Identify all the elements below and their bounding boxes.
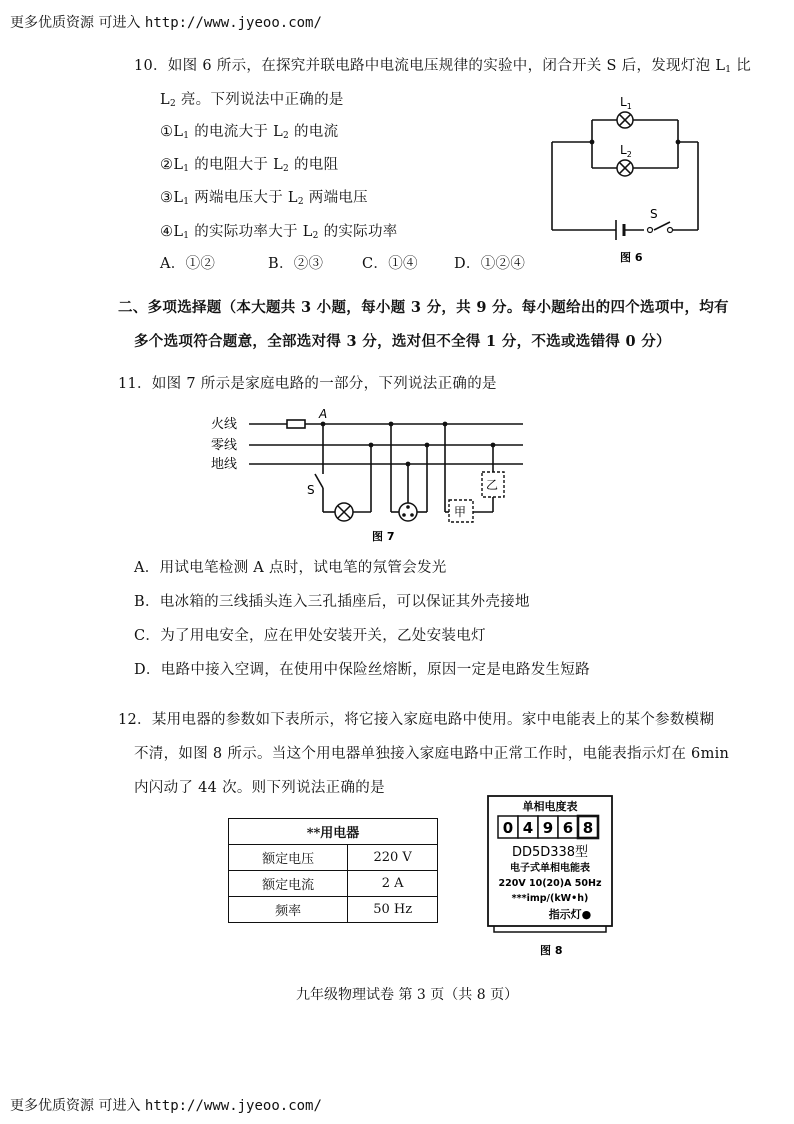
q10-statement-2: $②L_1$ 的电阻大于 $L_2$ 的电阻 (160, 157, 339, 174)
fig6-label-s: S (650, 207, 658, 221)
lamp-l2-icon (617, 160, 633, 176)
figure-6-circuit (540, 86, 710, 276)
spec-value: 2 A (348, 871, 438, 897)
bottom-banner-text: 更多优质资源 可进入 (10, 1098, 145, 1114)
q10-line2: $L_2$ 亮。下列说法中正确的是 (160, 92, 344, 109)
header-banner (10, 12, 322, 32)
q10-statement-4: $④L_1$ 的实际功率大于 $L_2$ 的实际功率 (160, 224, 398, 241)
table-row (229, 845, 438, 871)
section2-heading-line2: 多个选项符合题意，全部选对得 3 分，选对但不全得 1 分，不选或选错得 0 分） (134, 333, 671, 350)
fig6-label-l1: $L_1$ (620, 95, 632, 111)
figure-8-energy-meter (484, 794, 620, 960)
q10-option-b[interactable]: B．②③ (268, 256, 324, 272)
q11-option-a[interactable]: A．用试电笔检测 A 点时，试电笔的氖管会发光 (134, 560, 447, 576)
header-text: 更多优质资源 可进入 (10, 15, 145, 31)
q10-line1: 10．如图 6 所示，在探究并联电路中电流电压规律的实验中，闭合开关 S 后，发现灯泡 $L_1$ 比 (134, 58, 752, 75)
meter-rating: 220V 10(20)A 50Hz (498, 878, 602, 889)
fig6-caption: 图 6 (620, 251, 643, 264)
q11-option-d[interactable]: D．电路中接入空调，在使用中保险丝熔断，原因一定是电路发生短路 (134, 662, 590, 678)
q11-option-b[interactable]: B．电冰箱的三线插头连入三孔插座后，可以保证其外壳接地 (134, 594, 530, 610)
label-jia: 甲 (454, 505, 467, 519)
q12-line3: 内闪动了 44 次。则下列说法正确的是 (134, 780, 385, 796)
label-ground-wire: 地线 (211, 457, 238, 472)
meter-model: DD5D338型 (511, 845, 589, 860)
table-row (229, 897, 438, 923)
lamp-icon (335, 503, 353, 521)
label-neutral-wire: 零线 (211, 438, 238, 453)
battery-icon (616, 220, 624, 240)
meter-digit: 9 (542, 819, 554, 837)
spec-label: 频率 (229, 897, 348, 923)
fig6-label-l2: $L_2$ (620, 143, 632, 159)
fuse-icon (287, 420, 305, 428)
meter-digit: 4 (522, 819, 534, 837)
appliance-spec-table (228, 818, 438, 923)
label-live-wire: 火线 (211, 417, 238, 432)
figure-7-household-circuit (205, 402, 525, 548)
fig7-label-s: S (307, 483, 315, 497)
q10-statement-3: $③L_1$ 两端电压大于 $L_2$ 两端电压 (160, 190, 368, 207)
spec-table-title: **用电器 (229, 819, 438, 845)
meter-base (494, 926, 606, 932)
meter-indicator: 指示灯● (548, 908, 592, 921)
bottom-banner (10, 1095, 322, 1115)
q11-stem: 11．如图 7 所示是家庭电路的一部分，下列说法正确的是 (118, 376, 497, 392)
switch-s-icon (648, 228, 673, 233)
fig7-caption: 图 7 (372, 530, 395, 543)
spec-label: 额定电流 (229, 871, 348, 897)
meter-kind: 电子式单相电能表 (510, 863, 590, 874)
q10-option-a[interactable]: A．①② (160, 256, 216, 272)
q10-statement-1: $①L_1$ 的电流大于 $L_2$ 的电流 (160, 124, 339, 141)
meter-digit: 0 (502, 819, 514, 837)
meter-title: 单相电度表 (522, 800, 578, 813)
q11-option-c[interactable]: C．为了用电安全，应在甲处安装开关，乙处安装电灯 (134, 628, 486, 644)
spec-value: 220 V (348, 845, 438, 871)
meter-digit-decimal: 8 (582, 819, 594, 837)
q12-line1: 12．某用电器的参数如下表所示，将它接入家庭电路中使用。家中电能表上的某个参数模糊 (118, 712, 715, 728)
page-footer: 九年级物理试卷 第 3 页（共 8 页） (296, 987, 519, 1003)
table-row (229, 871, 438, 897)
fig8-caption: 图 8 (540, 944, 563, 957)
switch-blade (315, 474, 323, 488)
spec-value: 50 Hz (348, 897, 438, 923)
section2-heading-line1: 二、多项选择题（本大题共 3 小题，每小题 3 分，共 9 分。每小题给出的四个选项中，均有 (118, 299, 729, 316)
header-link[interactable]: http://www.jyeoo.com/ (144, 15, 322, 31)
q12-line2: 不清，如图 8 所示。当这个用电器单独接入家庭电路中正常工作时，电能表指示灯在 6min (134, 746, 730, 762)
three-hole-socket-icon (399, 503, 417, 521)
q10-option-d[interactable]: D．①②④ (454, 256, 526, 272)
q10-option-c[interactable]: C．①④ (362, 256, 418, 272)
meter-digit: 6 (562, 819, 574, 837)
label-point-a: A (319, 407, 328, 421)
spec-label: 额定电压 (229, 845, 348, 871)
bottom-banner-link[interactable]: http://www.jyeoo.com/ (144, 1098, 322, 1114)
meter-impulse: ***imp/(kW•h) (511, 893, 589, 904)
label-yi: 乙 (486, 478, 499, 492)
lamp-l1-icon (617, 112, 633, 128)
